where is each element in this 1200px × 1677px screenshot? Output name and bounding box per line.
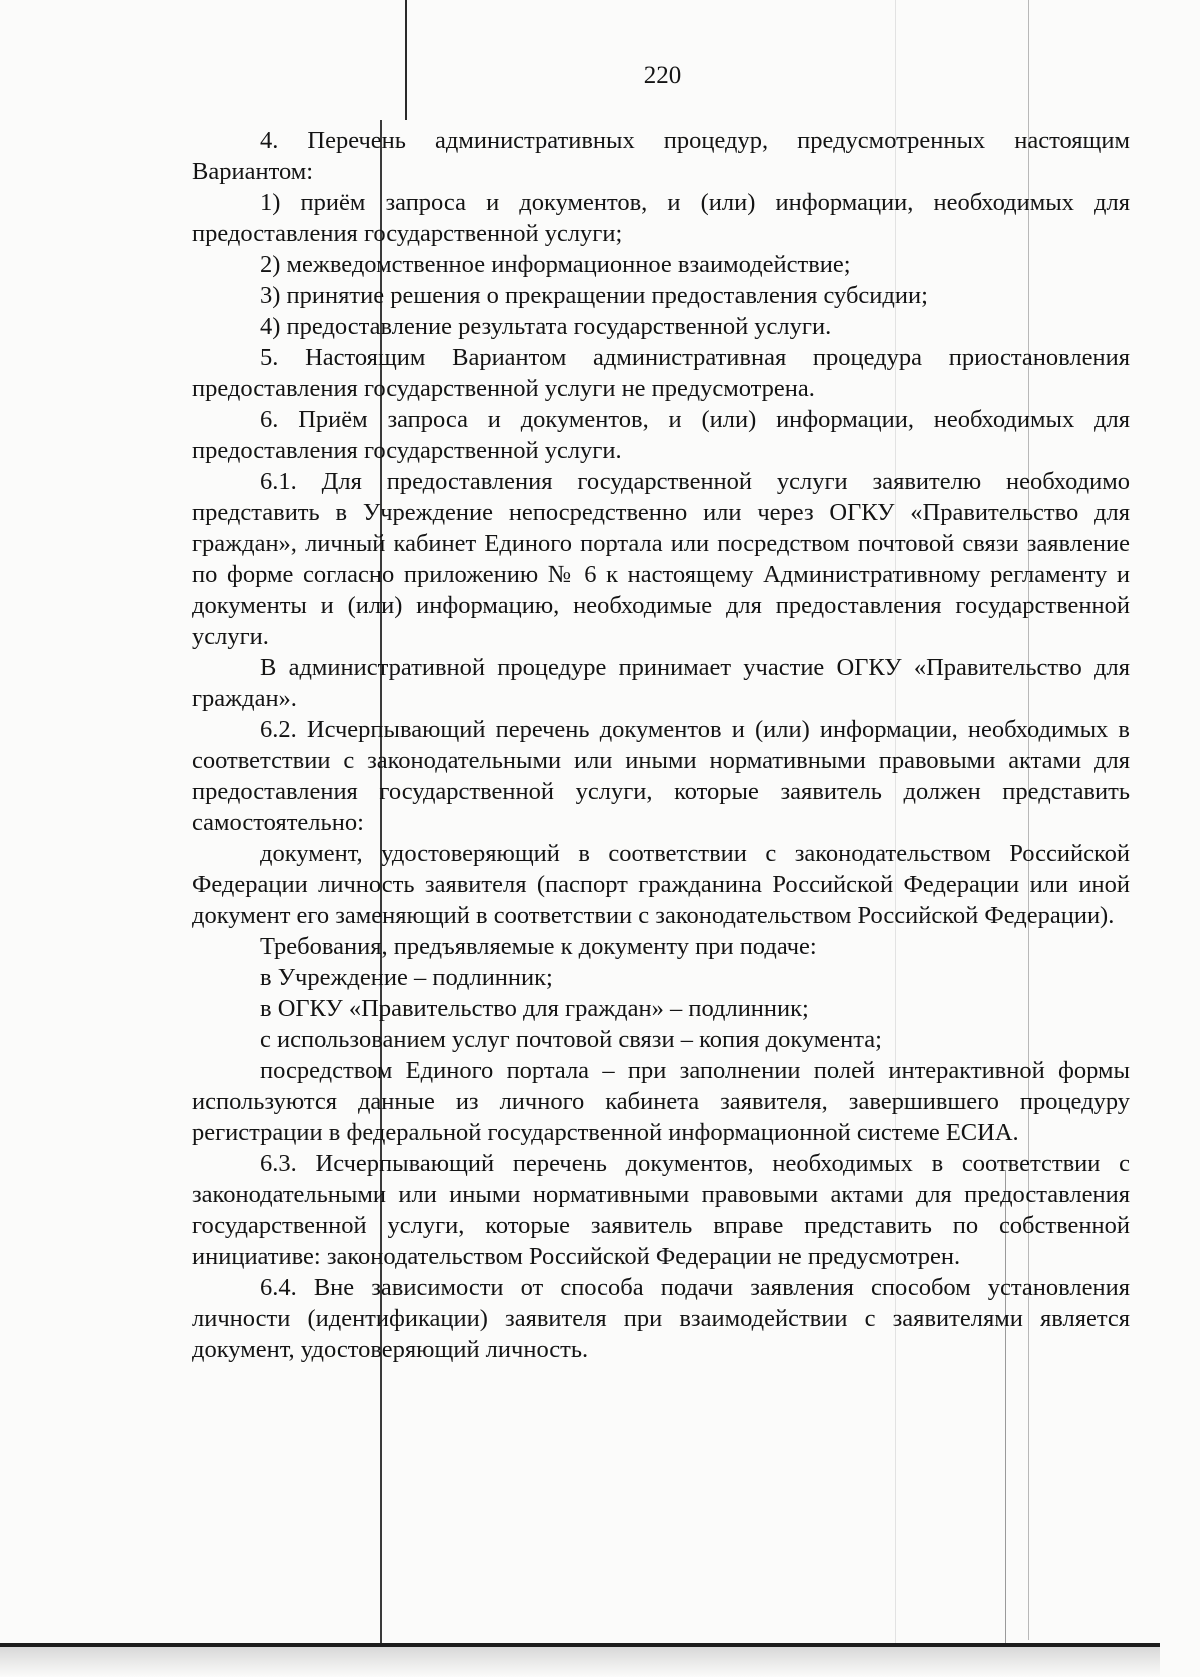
paragraph: 3) принятие решения о прекращении предоставления субсидии; — [260, 282, 928, 309]
scan-artifact-line — [405, 0, 407, 120]
page-bottom-shadow — [0, 1647, 1160, 1677]
paragraph: с использованием услуг почтовой связи – копия документа; — [260, 1026, 882, 1053]
paragraph: 4) предоставление результата государственной услуги. — [260, 313, 832, 340]
document-body — [192, 125, 1130, 1365]
paragraph: 6.3. Исчерпывающий перечень документов, необходимых в соответствии с законодательными или иными нормативными правовыми актами для предоставления государственной услуги, которые заявитель вправе представить по собственной инициативе: законодательством Российской Федерации не предусмотрен. — [192, 1150, 1130, 1270]
paragraph: в ОГКУ «Правительство для граждан» – подлинник; — [260, 995, 809, 1022]
paragraph: посредством Единого портала – при заполнении полей интерактивной формы используются данные из личного кабинета заявителя, завершившего процедуру регистрации в федеральной государственной информационной системе ЕСИА. — [192, 1057, 1130, 1146]
page-number: 220 — [643, 62, 682, 89]
paragraph: 2) межведомственное информационное взаимодействие; — [260, 251, 851, 278]
paragraph: 6.2. Исчерпывающий перечень документов и (или) информации, необходимых в соответствии с законодательными или иными нормативными правовыми актами для предоставления государственной услуги, которые заявитель должен представить самостоятельно: — [192, 716, 1130, 836]
paragraph: 4. Перечень административных процедур, предусмотренных настоящим Вариантом: — [192, 127, 1130, 185]
paragraph: Требования, предъявляемые к документу при подаче: — [260, 933, 817, 960]
paragraph: В административной процедуре принимает участие ОГКУ «Правительство для граждан». — [192, 654, 1130, 712]
paragraph: в Учреждение – подлинник; — [260, 964, 553, 991]
paragraph: документ, удостоверяющий в соответствии с законодательством Российской Федерации личность заявителя (паспорт гражданина Российской Федерации или иной документ его заменяющий в соответствии с законодательством Российской Федерации). — [192, 840, 1130, 929]
paragraph: 6. Приём запроса и документов, и (или) информации, необходимых для предоставления государственной услуги. — [192, 406, 1130, 464]
paragraph: 6.4. Вне зависимости от способа подачи заявления способом установления личности (идентификации) заявителя при взаимодействии с заявителями является документ, удостоверяющий личность. — [192, 1274, 1130, 1363]
paragraph: 1) приём запроса и документов, и (или) информации, необходимых для предоставления государственной услуги; — [192, 189, 1130, 247]
paragraph: 6.1. Для предоставления государственной услуги заявителю необходимо представить в Учреждение непосредственно или через ОГКУ «Правительство для граждан», личный кабинет Единого портала или посредством почтовой связи заявление по форме согласно приложению № 6 к настоящему Административному регламенту и документы и (или) информацию, необходимые для предоставления государственной услуги. — [192, 468, 1130, 650]
paragraph: 5. Настоящим Вариантом административная процедура приостановления предоставления государственной услуги не предусмотрена. — [192, 344, 1130, 402]
